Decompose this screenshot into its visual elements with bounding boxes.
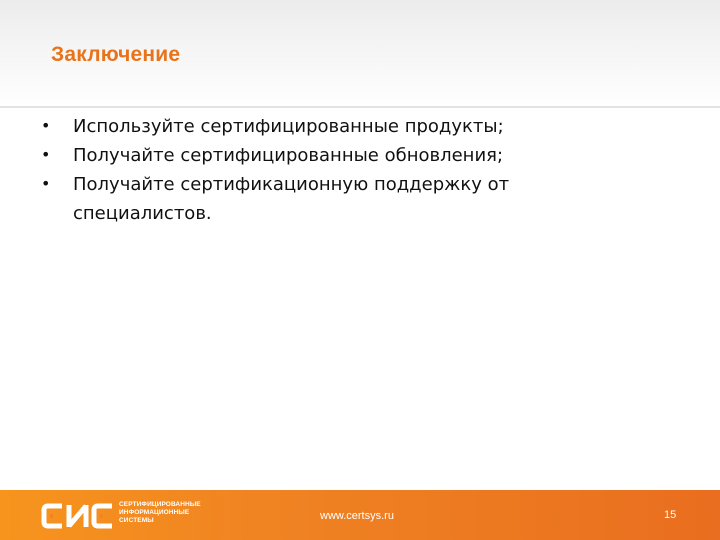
bullet-text: Используйте сертифицированные продукты; [73,116,504,137]
bullet-item [41,170,601,228]
website-link[interactable]: www.certsys.ru [320,510,394,522]
bullet-icon: • [41,174,51,193]
logo-line: СИСТЕМЫ [119,517,154,524]
logo-line: СЕРТИФИЦИРОВАННЫЕ [119,501,201,508]
bullet-icon: • [41,116,51,135]
bullet-icon: • [41,145,51,164]
sis-logo-icon [40,501,116,531]
bullet-item [41,112,601,141]
slide-footer [0,490,720,540]
logo-line: ИНФОРМАЦИОННЫЕ [119,509,190,516]
bullet-text: Получайте сертификационную поддержку от специалистов. [73,174,510,224]
bullet-text: Получайте сертифицированные обновления; [73,145,504,166]
bullet-item [41,141,601,170]
logo-wordmark [119,501,201,525]
slide-title: Заключение [51,43,181,66]
header-divider [0,106,720,108]
bullet-list [41,112,601,228]
page-number: 15 [664,509,677,521]
